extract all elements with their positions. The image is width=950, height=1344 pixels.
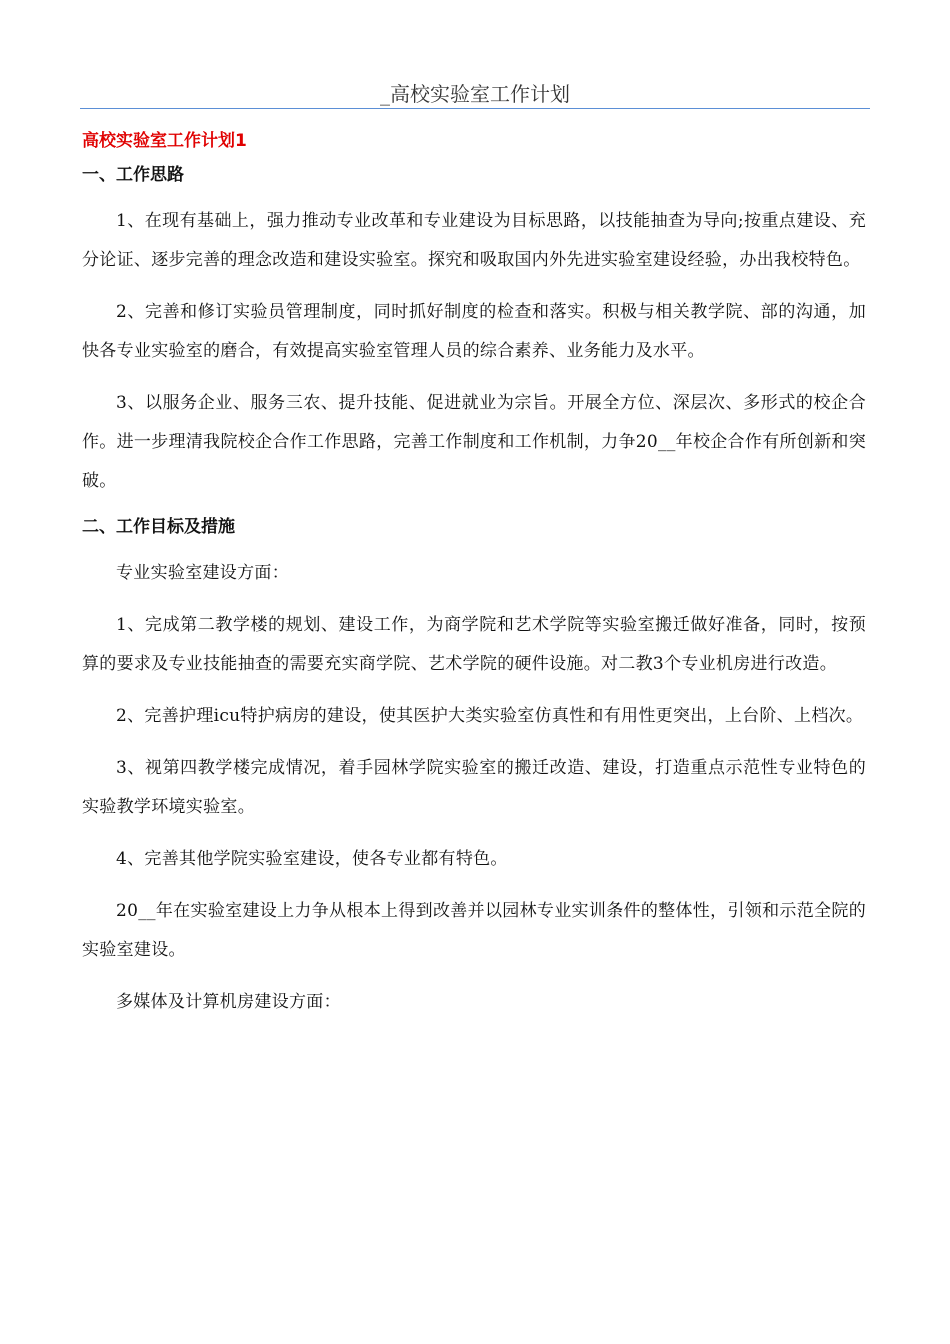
paragraph: 专业实验室建设方面：	[116, 563, 289, 583]
paragraph: 2、完善护理icu特护病房的建设，使其医护大类实验室仿真性和有用性更突出，上台阶、上档次。	[116, 706, 864, 726]
section-heading-2: 二、工作目标及措施	[82, 517, 235, 537]
document-body	[82, 128, 866, 1035]
section-heading-1: 一、工作思路	[82, 165, 184, 185]
paragraph: 3、以服务企业、服务三农、提升技能、促进就业为宗旨。开展全方位、深层次、多形式的校企合作。进一步理清我院校企合作工作思路，完善工作制度和工作机制，力争20__年校企合作有所创新和突破。	[82, 393, 866, 491]
paragraph: 1、在现有基础上，强力推动专业改革和专业建设为目标思路，以技能抽查为导向;按重点建设、充分论证、逐步完善的理念改造和建设实验室。探究和吸取国内外先进实验室建设经验，办出我校特色。	[82, 211, 866, 270]
paragraph: 3、视第四教学楼完成情况，着手园林学院实验室的搬迁改造、建设，打造重点示范性专业特色的实验教学环境实验室。	[82, 758, 866, 817]
header-divider	[80, 108, 870, 109]
paragraph: 2、完善和修订实验员管理制度，同时抓好制度的检查和落实。积极与相关教学院、部的沟通，加快各专业实验室的磨合，有效提高实验室管理人员的综合素养、业务能力及水平。	[82, 302, 866, 361]
paragraph: 1、完成第二教学楼的规划、建设工作，为商学院和艺术学院等实验室搬迁做好准备，同时，按预算的要求及专业技能抽查的需要充实商学院、艺术学院的硬件设施。对二教3个专业机房进行改造。	[82, 615, 866, 674]
paragraph: 多媒体及计算机房建设方面：	[116, 992, 341, 1012]
paragraph: 20__年在实验室建设上力争从根本上得到改善并以园林专业实训条件的整体性，引领和示范全院的实验室建设。	[82, 901, 866, 960]
page-header-title: _高校实验室工作计划	[380, 82, 570, 106]
paragraph: 4、完善其他学院实验室建设，使各专业都有特色。	[116, 849, 508, 869]
document-title: 高校实验室工作计划1	[82, 131, 247, 151]
